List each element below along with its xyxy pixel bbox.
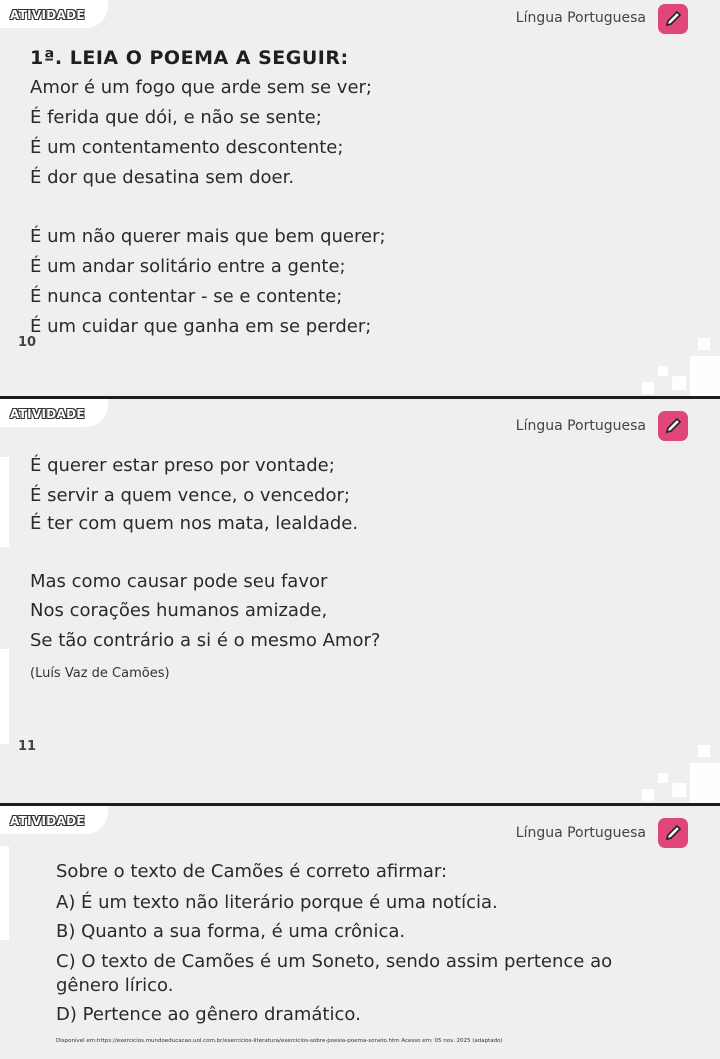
option-b: B) Quanto a sua forma, é uma crônica.: [56, 921, 406, 942]
pencil-icon: [658, 4, 688, 34]
pencil-icon: [658, 818, 688, 848]
activity-label: ATIVIDADE: [10, 814, 85, 828]
subject-label: Língua Portuguesa: [515, 825, 646, 841]
side-bar: [0, 846, 9, 940]
poem-line: É ter com quem nos mata, lealdade.: [30, 513, 359, 534]
poem-line: É um contentamento descontente;: [30, 137, 344, 158]
poem-line: É um cuidar que ganha em se perder;: [30, 316, 372, 337]
poem-line: Amor é um fogo que arde sem se ver;: [30, 77, 372, 98]
subject-label: Língua Portuguesa: [515, 418, 646, 434]
poem-line: É um andar solitário entre a gente;: [30, 256, 346, 277]
pencil-icon: [658, 411, 688, 441]
option-a: A) É um texto não literário porque é uma notícia.: [56, 892, 498, 913]
activity-label: ATIVIDADE: [10, 8, 85, 22]
option-d: D) Pertence ao gênero dramático.: [56, 1004, 361, 1025]
slide-1: [0, 0, 720, 396]
option-c: C) O texto de Camões é um Soneto, sendo assim pertence ao gênero lírico.: [56, 951, 613, 996]
exercise-heading: 1ª. LEIA O POEMA A SEGUIR:: [30, 47, 349, 69]
poem-line: Nos corações humanos amizade,: [30, 600, 328, 621]
corner-decoration: [590, 326, 720, 396]
poem-line: É um não querer mais que bem querer;: [30, 226, 386, 247]
activity-label: ATIVIDADE: [10, 407, 85, 421]
poem-line: É servir a quem vence, o vencedor;: [30, 485, 350, 506]
question-text: Sobre o texto de Camões é correto afirmar:: [56, 861, 448, 882]
corner-decoration: [590, 733, 720, 803]
poem-line: Mas como causar pode seu favor: [30, 571, 328, 592]
poem-line: É ferida que dói, e não se sente;: [30, 107, 322, 128]
slide-3: [0, 806, 720, 1059]
poem-line: É dor que desatina sem doer.: [30, 167, 295, 188]
poem-line: Se tão contrário a si é o mesmo Amor?: [30, 630, 381, 651]
page-number: 11: [18, 739, 37, 754]
page-number: 10: [18, 335, 37, 350]
side-bar: [0, 457, 9, 547]
poem-author: (Luís Vaz de Camões): [30, 666, 170, 681]
source-credit: Disponível em:https://exercicios.mundoeducacao.uol.com.br/exercicios-literatura/exercicios-sobre-poesia-poema-soneto.htm Acesso em: 05 nov. 2025 (adaptado): [56, 1038, 503, 1044]
side-bar: [0, 649, 9, 744]
poem-line: É querer estar preso por vontade;: [30, 455, 335, 476]
poem-line: É nunca contentar - se e contente;: [30, 286, 343, 307]
slide-2: [0, 399, 720, 803]
subject-label: Língua Portuguesa: [515, 10, 646, 26]
